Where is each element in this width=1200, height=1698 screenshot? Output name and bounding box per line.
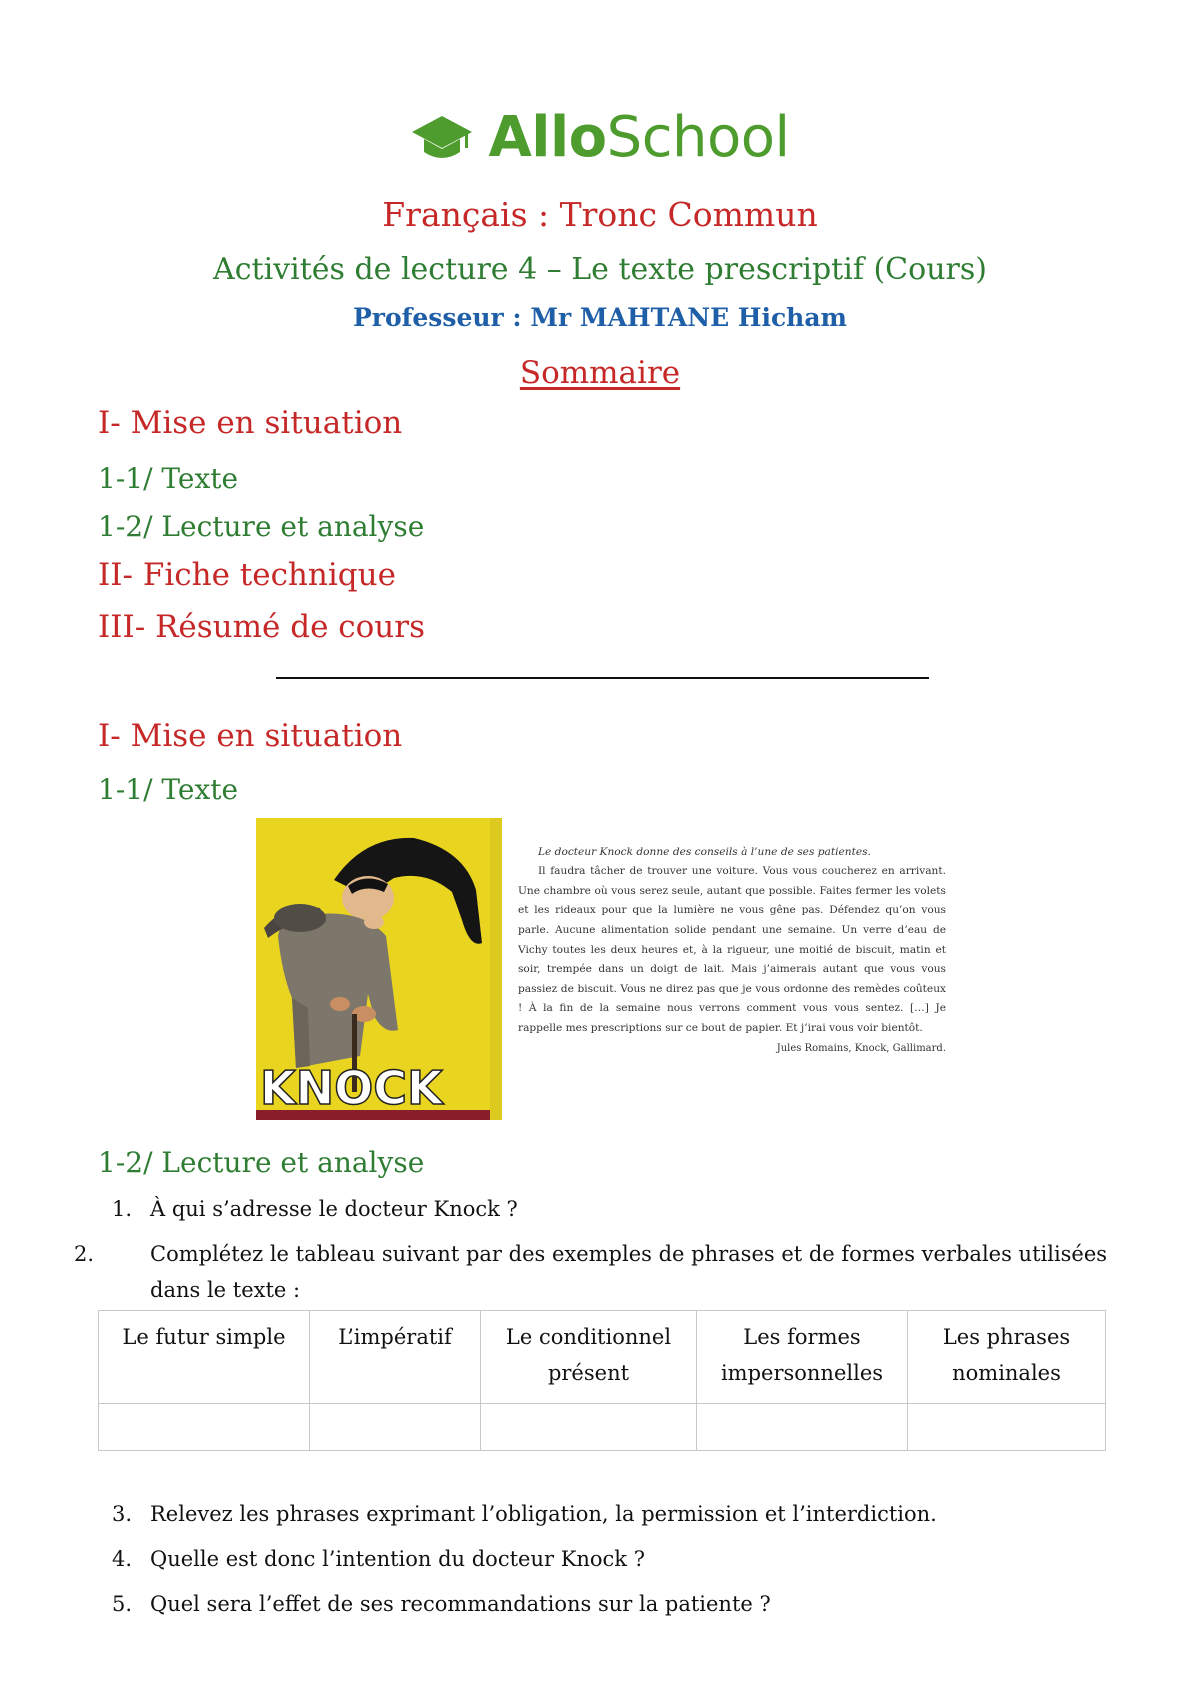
question-text: Relevez les phrases exprimant l’obligation, la permission et l’interdiction. [150, 1502, 937, 1526]
subsection-title-lecture: 1-2/ Lecture et analyse [98, 1146, 425, 1179]
knock-poster-illustration [256, 818, 502, 1120]
question-4 [112, 1541, 1102, 1577]
activity-title: Activités de lecture 4 – Le texte prescriptif (Cours) [213, 252, 987, 287]
question-number: 1. [112, 1197, 133, 1221]
table-row [99, 1404, 1106, 1451]
verb-forms-table [98, 1310, 1106, 1451]
table-header-nominales: Les phrases nominales [908, 1311, 1106, 1404]
sommaire-item-lecture: 1-2/ Lecture et analyse [98, 510, 425, 543]
question-text: Quelle est donc l’intention du docteur Knock ? [150, 1547, 645, 1571]
question-1 [112, 1191, 1102, 1227]
question-5 [112, 1586, 1102, 1622]
subsection-title-texte: 1-1/ Texte [98, 773, 239, 806]
knock-excerpt [518, 832, 946, 1058]
teacher-line: Professeur : Mr MAHTANE Hicham [353, 303, 847, 332]
table-header-imperatif: L’impératif [310, 1311, 481, 1404]
table-header-impersonnelles: Les formes impersonnelles [697, 1311, 908, 1404]
graduation-cap-icon [410, 110, 474, 166]
sommaire-item-texte: 1-1/ Texte [98, 462, 239, 495]
table-header-conditionnel: Le conditionnel présent [481, 1311, 697, 1404]
poster-title-text: KNOCK [260, 1061, 443, 1115]
question-text: À qui s’adresse le docteur Knock ? [150, 1197, 518, 1221]
question-text: Quel sera l’effet de ses recommandations sur la patiente ? [150, 1592, 771, 1616]
table-header-row [99, 1311, 1106, 1404]
section-divider [276, 677, 929, 679]
table-cell [697, 1404, 908, 1451]
question-number: 2. [74, 1242, 95, 1266]
subject-title: Français : Tronc Commun [382, 195, 818, 234]
sommaire-heading [0, 355, 1200, 391]
logo-brand-light: School [606, 105, 790, 170]
excerpt-intro: Le docteur Knock donne des conseils à l’une de ses patientes. [538, 845, 871, 858]
table-header-futur: Le futur simple [99, 1311, 310, 1404]
table-cell [99, 1404, 310, 1451]
table-cell [481, 1404, 697, 1451]
question-number: 3. [112, 1502, 133, 1526]
sommaire-item-resume: III- Résumé de cours [98, 609, 425, 645]
question-number: 5. [112, 1592, 133, 1616]
sommaire-item-fiche-technique: II- Fiche technique [98, 557, 396, 593]
question-number: 4. [112, 1547, 133, 1571]
alloschool-logo [0, 105, 1200, 170]
excerpt-source: Jules Romains, Knock, Gallimard. [776, 1042, 946, 1054]
question-text: Complétez le tableau suivant par des exemples de phrases et de formes verbales utilisées dans le texte : [150, 1242, 1108, 1302]
excerpt-body: Il faudra tâcher de trouver une voiture. Vous vous coucherez en arrivant. Une chambre où vous serez seule, autant que possible. Faites fermer les volets et les rideaux pour que la lumière ne vous gêne pas. Défendez qu’on vous parle. Aucune alimentation solide pendant une semaine. Un verre d’eau de Vichy toutes les deux heures et, à la rigueur, une moitié de biscuit, matin et soir, trempée dans un doigt de lait. Mais j’aimerais autant que vous vous passiez de biscuit. Vous ne direz pas que je vous ordonne des remèdes coûteux ! À la fin de la semaine nous verrons comment vous vous sentez. […] Je rappelle mes prescriptions sur ce bout de papier. Et j’irai vous voir bientôt. [518, 865, 946, 1034]
question-2 [74, 1236, 1140, 1308]
section-title-mise-en-situation: I- Mise en situation [98, 718, 403, 754]
logo-brand-bold: Allo [488, 105, 607, 170]
table-cell [908, 1404, 1106, 1451]
logo-wordmark [488, 105, 790, 170]
table-cell [310, 1404, 481, 1451]
question-3 [112, 1496, 1102, 1532]
sommaire-item-mise-en-situation: I- Mise en situation [98, 405, 403, 441]
sommaire-label: Sommaire [519, 355, 681, 391]
